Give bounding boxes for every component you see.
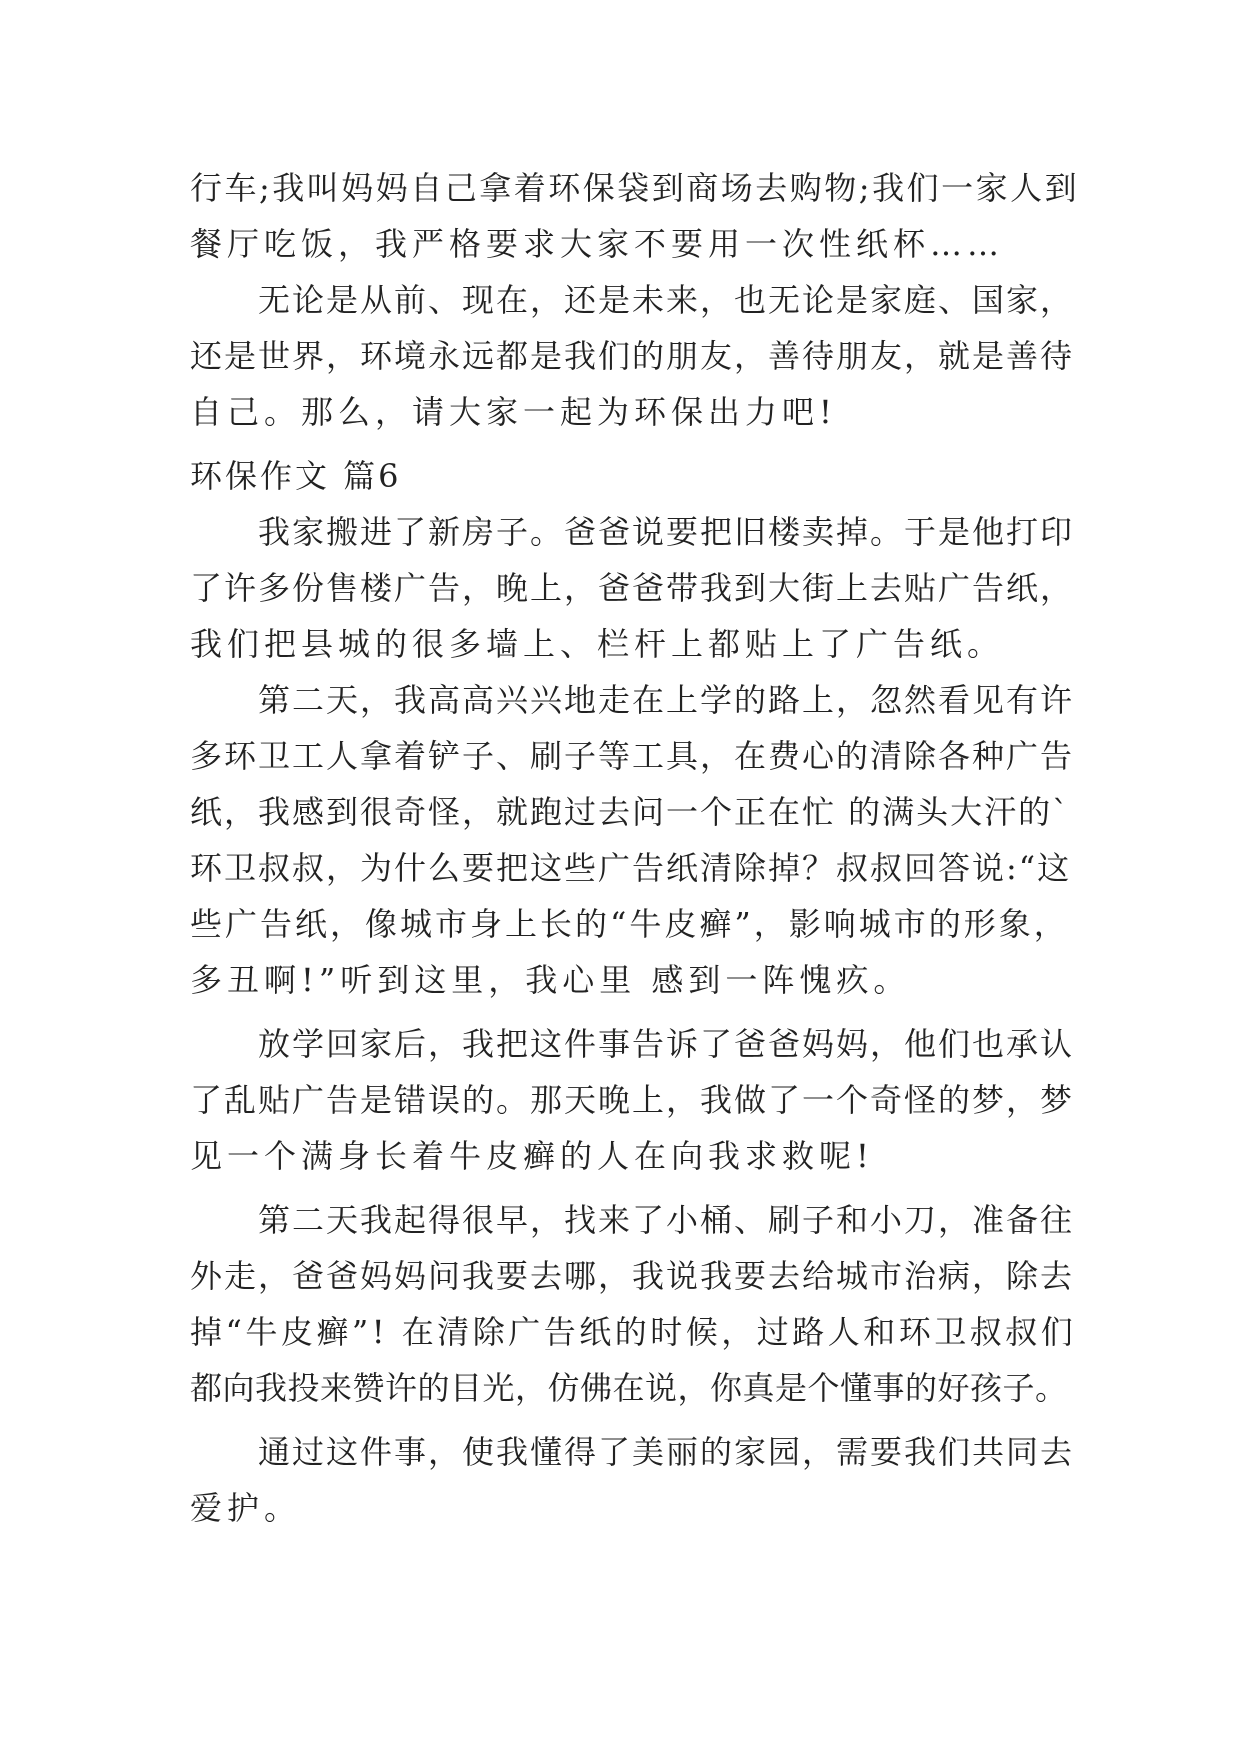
paragraph-line: 都向我投来赞许的目光，仿佛在说，你真是个懂事的好孩子。 xyxy=(190,1369,1068,1407)
paragraph-line: 环卫叔叔，为什么要把这些广告纸清除掉？叔叔回答说:“这 xyxy=(190,849,1072,887)
paragraph-line: 还是世界，环境永远都是我们的朋友，善待朋友，就是善待 xyxy=(190,337,1075,375)
paragraph-line: 了乱贴广告是错误的。那天晚上，我做了一个奇怪的梦，梦 xyxy=(190,1081,1075,1119)
paragraph-line: 多环卫工人拿着铲子、刷子等工具，在费心的清除各种广告 xyxy=(190,737,1075,775)
paragraph-line: 我家搬进了新房子。爸爸说要把旧楼卖掉。于是他打印 xyxy=(258,513,1075,551)
paragraph-line: 餐厅吃饭，我严格要求大家不要用一次性纸杯…… xyxy=(190,225,1005,263)
paragraph-line: 无论是从前、现在，还是未来，也无论是家庭、国家， xyxy=(258,281,1075,319)
paragraph-line: 多丑啊!”听到这里，我心里 感到一阵愧疚。 xyxy=(190,961,911,999)
paragraph-line: 纸，我感到很奇怪，就跑过去问一个正在忙 的满头大汗的` xyxy=(190,793,1071,831)
paragraph-line: 了许多份售楼广告，晚上，爸爸带我到大街上去贴广告纸， xyxy=(190,569,1075,607)
paragraph-line: 外走，爸爸妈妈问我要去哪，我说我要去给城市治病，除去 xyxy=(190,1257,1075,1295)
paragraph-line: 第二天我起得很早，找来了小桶、刷子和小刀，准备往 xyxy=(258,1201,1075,1239)
paragraph-line: 些广告纸，像城市身上长的“牛皮癣”，影响城市的形象， xyxy=(190,905,1069,943)
paragraph-line: 通过这件事，使我懂得了美丽的家园，需要我们共同去 xyxy=(258,1433,1075,1471)
paragraph-line: 第二天，我高高兴兴地走在上学的路上，忽然看见有许 xyxy=(258,681,1075,719)
paragraph-line: 行车;我叫妈妈自己拿着环保袋到商场去购物;我们一家人到 xyxy=(190,169,1080,207)
paragraph-line: 见一个满身长着牛皮癣的人在向我求救呢! xyxy=(190,1137,874,1175)
paragraph-line: 我们把县城的很多墙上、栏杆上都贴上了广告纸。 xyxy=(190,625,1005,663)
paragraph-line: 放学回家后，我把这件事告诉了爸爸妈妈，他们也承认 xyxy=(258,1025,1075,1063)
paragraph-line: 爱护。 xyxy=(190,1489,302,1527)
paragraph-line: 掉“牛皮癣”! 在清除广告纸的时候，过路人和环卫叔叔们 xyxy=(190,1313,1077,1351)
section-heading: 环保作文 篇6 xyxy=(190,457,402,495)
paragraph-line: 自己。那么，请大家一起为环保出力吧! xyxy=(190,393,837,431)
